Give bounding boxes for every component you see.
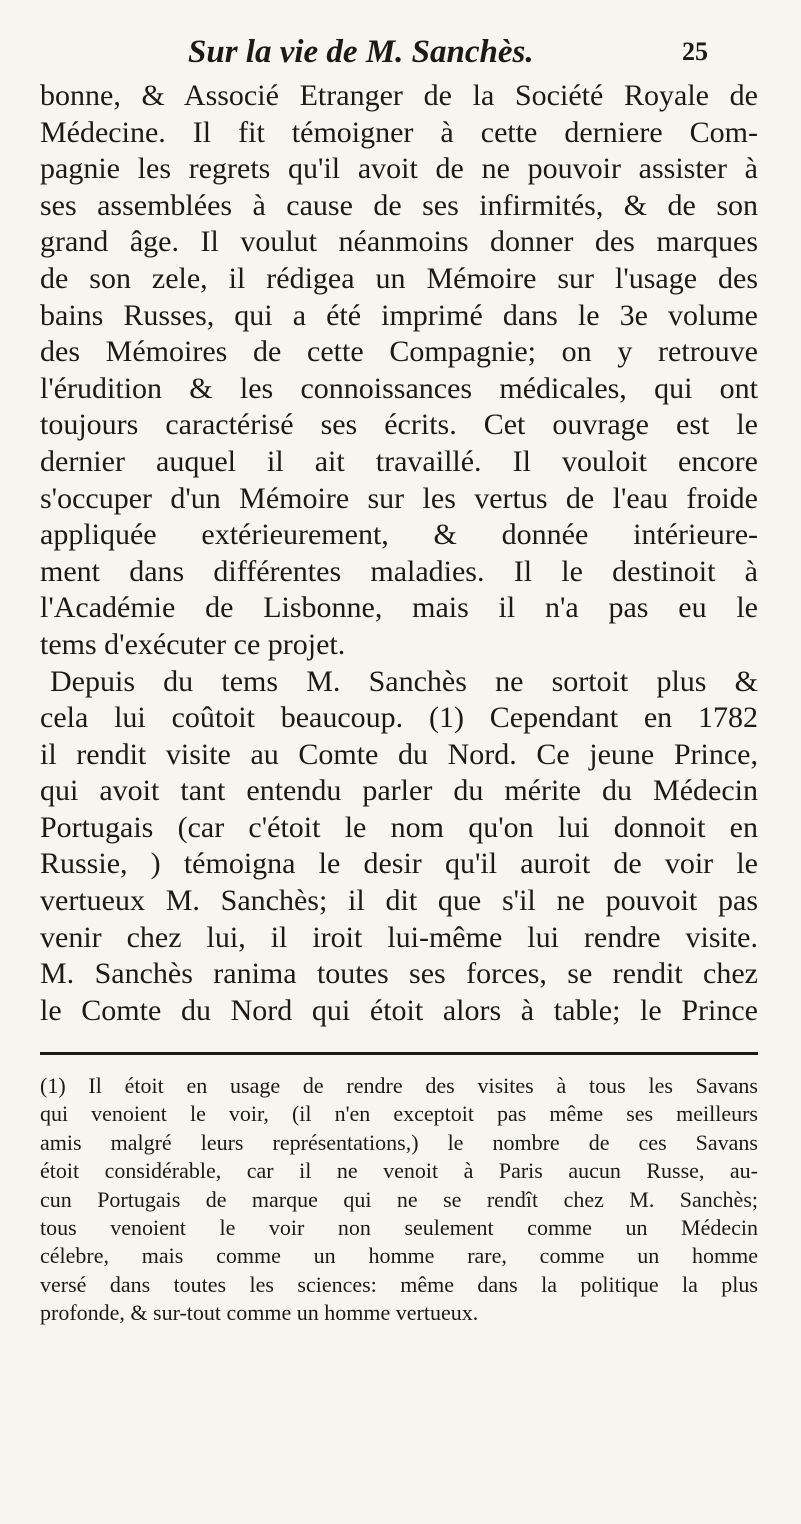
- text-line: appliquée extérieurement, & donnée intérieure-: [40, 518, 758, 552]
- text-line: Médecine. Il fit témoigner à cette derniere Com-: [40, 115, 758, 149]
- text-line: dernier auquel il ait travaillé. Il vouloit encore: [40, 444, 758, 478]
- footnote-line: cun Portugais de marque qui ne se rendît chez M. Sanchès;: [40, 1186, 758, 1212]
- text-line: grand âge. Il voulut néanmoins donner des marques: [40, 225, 758, 259]
- footnote-line: étoit considérable, car il ne venoit à Paris aucun Russe, au-: [40, 1158, 758, 1184]
- main-text: [40, 78, 758, 1029]
- text-line: Russie, ) témoigna le desir qu'il auroit de voir le: [40, 847, 758, 881]
- footnote-line: tous venoient le voir non seulement comme un Médecin: [40, 1214, 758, 1240]
- text-line: pagnie les regrets qu'il avoit de ne pouvoir assister à: [40, 152, 758, 186]
- footnote: [40, 1072, 758, 1328]
- text-line: de son zele, il rédigea un Mémoire sur l'usage des: [40, 261, 758, 295]
- text-line: l'Académie de Lisbonne, mais il n'a pas eu le: [40, 591, 758, 625]
- text-line: l'érudition & les connoissances médicales, qui ont: [40, 371, 758, 405]
- text-line: M. Sanchès ranima toutes ses forces, se rendit chez: [40, 957, 758, 991]
- text-line: ses assemblées à cause de ses infirmités, & de son: [40, 188, 758, 222]
- text-line: il rendit visite au Comte du Nord. Ce jeune Prince,: [40, 737, 758, 771]
- text-line: toujours caractérisé ses écrits. Cet ouvrage est le: [40, 408, 758, 442]
- footnote-line: amis malgré leurs représentations,) le nombre de ces Savans: [40, 1129, 758, 1155]
- text-line: des Mémoires de cette Compagnie; on y retrouve: [40, 335, 758, 369]
- text-line: qui avoit tant entendu parler du mérite du Médecin: [40, 774, 758, 808]
- text-line: le Comte du Nord qui étoit alors à table; le Prince: [40, 993, 758, 1027]
- footnote-line: (1) Il étoit en usage de rendre des visites à tous les Savans: [40, 1073, 758, 1098]
- text-line: bains Russes, qui a été imprimé dans le 3e volume: [40, 298, 758, 332]
- page-number: 25: [682, 37, 708, 66]
- footnote-line: qui venoient le voir, (il n'en exceptoit pas même ses meilleurs: [40, 1101, 758, 1127]
- running-title: Sur la vie de M. Sanchès.: [188, 34, 534, 70]
- text-line: ment dans différentes maladies. Il le destinoit à: [40, 554, 758, 588]
- running-head: [188, 28, 708, 76]
- text-line: Portugais (car c'étoit le nom qu'on lui donnoit en: [40, 810, 758, 844]
- footnote-line: profonde, & sur-tout comme un homme vertueux.: [40, 1300, 479, 1326]
- footnote-line: versé dans toutes les sciences: même dans la politique la plus: [40, 1271, 758, 1297]
- text-line: cela lui coûtoit beaucoup. (1) Cependant en 1782: [40, 701, 758, 735]
- text-line: tems d'exécuter ce projet.: [40, 627, 346, 661]
- footnote-line: célebre, mais comme un homme rare, comme un homme: [40, 1243, 758, 1269]
- text-line: s'occuper d'un Mémoire sur les vertus de l'eau froide: [40, 481, 758, 515]
- text-line: Depuis du tems M. Sanchès ne sortoit plus &: [50, 664, 758, 698]
- text-line: venir chez lui, il iroit lui-même lui rendre visite.: [40, 920, 758, 954]
- text-line: vertueux M. Sanchès; il dit que s'il ne pouvoit pas: [40, 884, 758, 918]
- text-line: bonne, & Associé Etranger de la Société Royale de: [40, 79, 758, 112]
- footnote-rule: [40, 1052, 758, 1055]
